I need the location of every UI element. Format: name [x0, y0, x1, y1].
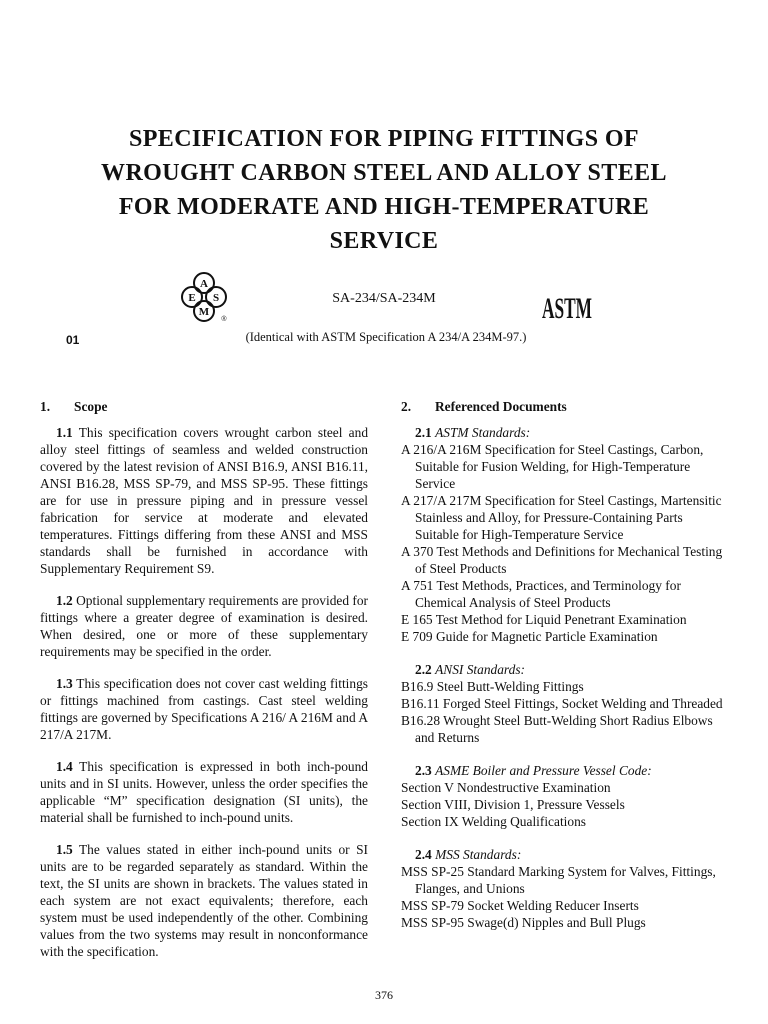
title-line: FOR MODERATE AND HIGH-TEMPERATURE: [118, 194, 650, 220]
reference-item: A 217/A 217M Specification for Steel Castings, Martensitic Stainless and Alloy, for Pressure-Containing Parts Suitable for High-Temperature Service: [401, 493, 722, 542]
reference-item: E 709 Guide for Magnetic Particle Examination: [401, 629, 658, 644]
group-label: ASME Boiler and Pressure Vessel Code:: [435, 763, 652, 778]
paragraph-number: 1.1: [56, 425, 73, 440]
emblem-letter: E: [188, 292, 196, 304]
reference-item: A 216/A 216M Specification for Steel Castings, Carbon, Suitable for Fusion Welding, for High-Temperature Service: [401, 442, 704, 491]
reference-group: [401, 424, 729, 645]
reference-item: E 165 Test Method for Liquid Penetrant Examination: [401, 612, 687, 627]
reference-item: B16.11 Forged Steel Fittings, Socket Welding and Threaded: [401, 696, 723, 711]
paragraph-text: This specification is expressed in both inch-pound units and in SI units. However, unless the order specifies the applicable “M” specification designation (SI units), the material shall be furnished to inch-pound units.: [40, 759, 369, 825]
reference-item: MSS SP-79 Socket Welding Reducer Inserts: [401, 898, 639, 913]
paragraph: [40, 592, 368, 660]
group-heading: [401, 762, 729, 779]
document-title: [40, 122, 728, 258]
reference-item: MSS SP-95 Swage(d) Nipples and Bull Plugs: [401, 915, 646, 930]
title-line: WROUGHT CARBON STEEL AND ALLOY STEEL: [101, 160, 667, 186]
paragraph-number: 1.4: [56, 759, 73, 774]
astm-logo-icon: [541, 278, 593, 325]
reference-item: A 370 Test Methods and Definitions for Mechanical Testing of Steel Products: [401, 544, 723, 576]
section-number: 2.: [401, 399, 412, 414]
reference-item: Section IX Welding Qualifications: [401, 814, 586, 829]
left-column: [40, 398, 368, 975]
reference-group: [401, 661, 729, 746]
group-number: 2.1: [415, 425, 432, 440]
paragraph-number: 1.2: [56, 593, 73, 608]
group-number: 2.3: [415, 763, 432, 778]
section-number: 1.: [40, 399, 51, 414]
identical-note: (Identical with ASTM Specification A 234/A 234M-97.): [245, 330, 527, 344]
reference-item: A 751 Test Methods, Practices, and Terminology for Chemical Analysis of Steel Products: [401, 578, 681, 610]
section-title: Scope: [74, 399, 108, 414]
paragraph-text: The values stated in either inch-pound units or SI units are to be regarded separately as standard. Within the text, the SI units are shown in brackets. The values stated in each system are not exact equivalents; therefore, each system must be used independently of the other. Combining values from the two systems may result in nonconformance with the specification.: [40, 842, 368, 959]
group-label: ANSI Standards:: [435, 662, 525, 677]
paragraph: [40, 758, 368, 826]
reference-item: B16.9 Steel Butt-Welding Fittings: [401, 679, 584, 694]
emblem-letter: A: [200, 278, 208, 290]
emblem-letter: S: [212, 292, 220, 304]
paragraph-text: This specification covers wrought carbon steel and alloy steel fittings of seamless and welded construction covered by the latest revision of ANSI B16.9, ANSI B16.11, ANSI B16.28, MSS SP-79, and MSS SP-95. These fittings are for use in pressure piping and in pressure vessel fabrication for service at moderate and elevated temperatures. Fittings differing from these ANSI and MSS standards shall be furnished in accordance with Supplementary Requirement S9.: [40, 425, 369, 576]
reference-group: [401, 846, 729, 931]
group-heading: [401, 424, 729, 441]
title-line: SPECIFICATION FOR PIPING FITTINGS OF: [128, 126, 639, 152]
paragraph: [40, 841, 368, 960]
group-number: 2.2: [415, 662, 432, 677]
margin-note: 01: [66, 333, 80, 347]
designation: SA-234/SA-234M: [332, 291, 436, 306]
emblem-letter: M: [198, 306, 210, 318]
paragraph-number: 1.3: [56, 676, 73, 691]
registered-mark: ®: [221, 316, 227, 323]
section-title: Referenced Documents: [435, 399, 567, 414]
group-label: ASTM Standards:: [435, 425, 531, 440]
section-heading-referenced-documents: [401, 398, 729, 415]
reference-item: B16.28 Wrought Steel Butt-Welding Short Radius Elbows and Returns: [401, 713, 713, 745]
reference-item: Section V Nondestructive Examination: [401, 780, 611, 795]
paragraph-text: Optional supplementary requirements are provided for fittings where a greater degree of examination is desired. When desired, one or more of these supplementary requirements may be specified in the order.: [40, 593, 369, 659]
astm-logo-text: ASTM: [542, 292, 592, 325]
reference-item: MSS SP-25 Standard Marking System for Valves, Fittings, Flanges, and Unions: [401, 864, 716, 896]
reference-group: [401, 762, 729, 830]
page-number: 376: [375, 988, 393, 1002]
title-line: SERVICE: [329, 228, 439, 254]
reference-item: Section VIII, Division 1, Pressure Vessels: [401, 797, 625, 812]
group-label: MSS Standards:: [435, 847, 522, 862]
group-heading: [401, 846, 729, 863]
group-heading: [401, 661, 729, 678]
group-number: 2.4: [415, 847, 432, 862]
section-heading-scope: [40, 398, 368, 415]
paragraph-number: 1.5: [56, 842, 73, 857]
paragraph: [40, 424, 368, 577]
right-column: [401, 398, 729, 947]
paragraph: [40, 675, 368, 743]
paragraph-text: This specification does not cover cast welding fittings or fittings machined from castings. Cast steel welding fittings are governed by Specifications A 216/ A 216M and A 217/A 217M.: [40, 676, 368, 742]
